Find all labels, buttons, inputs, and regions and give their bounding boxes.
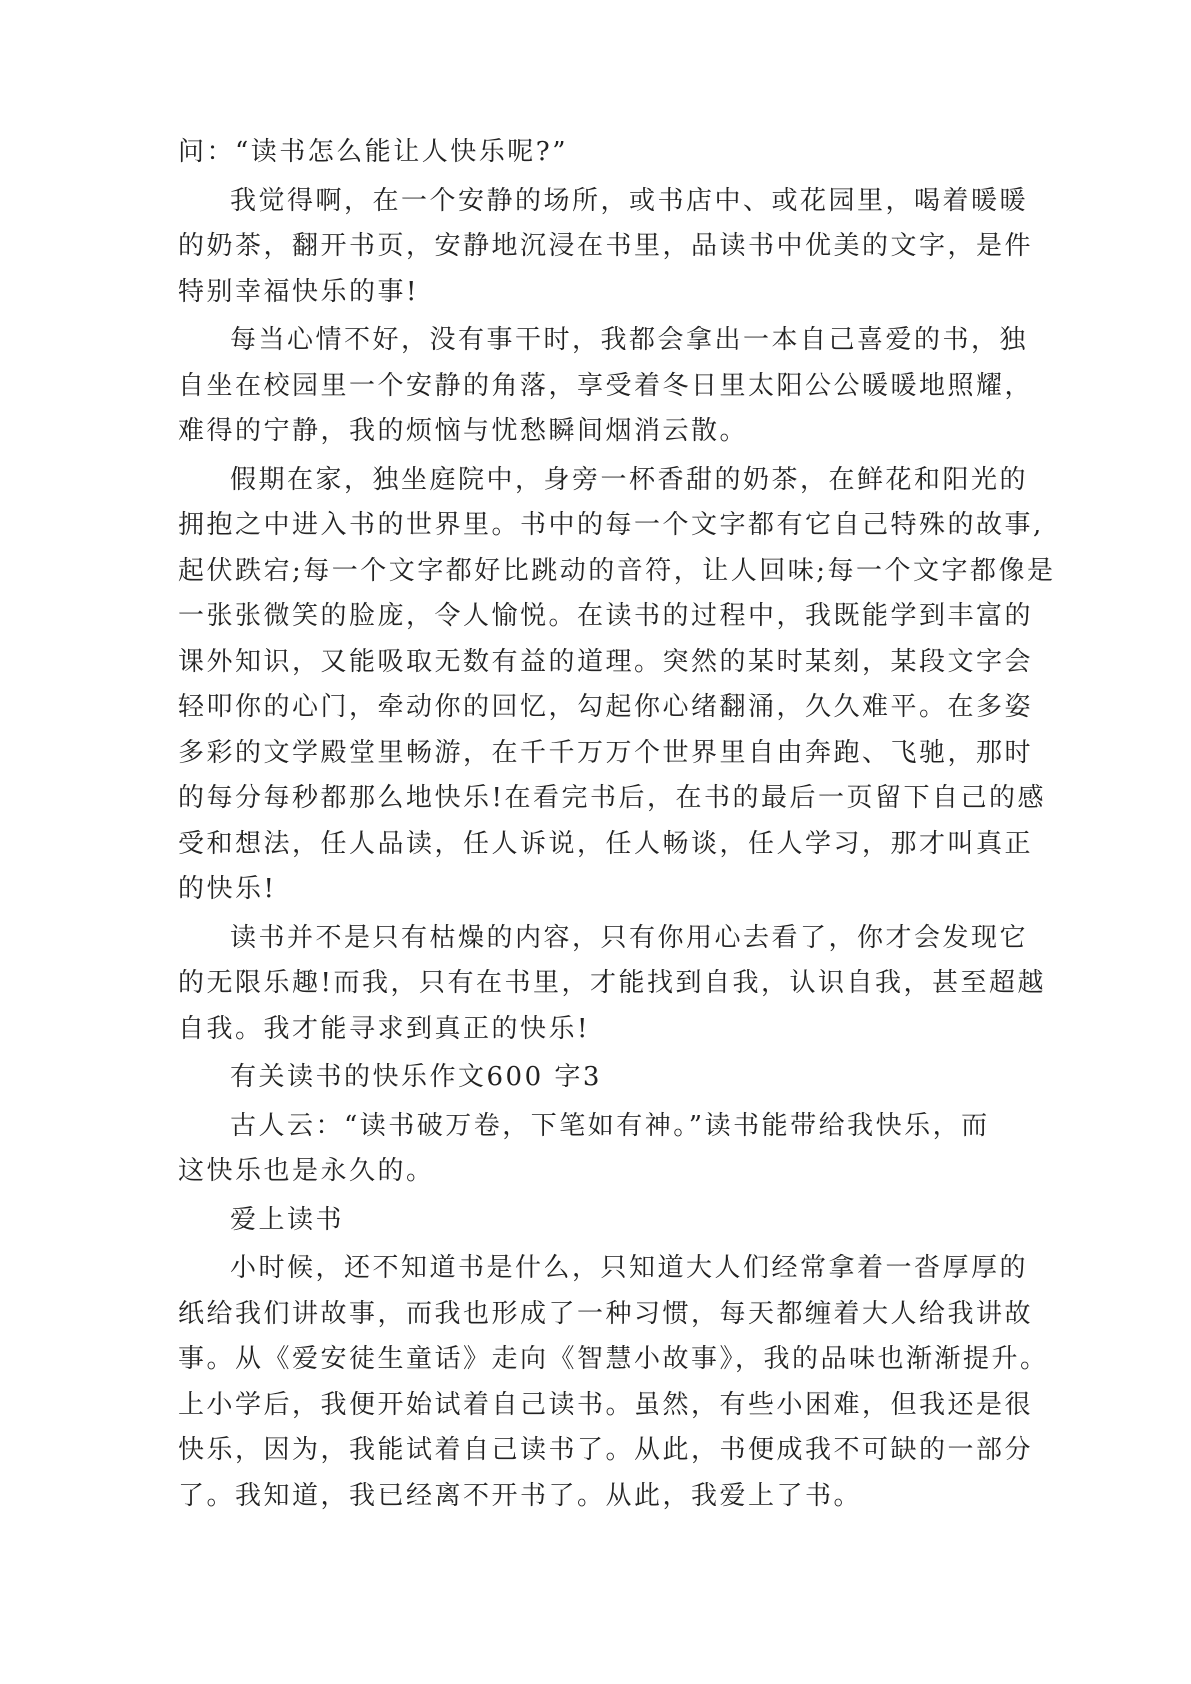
text-line: 的奶茶，翻开书页，安静地沉浸在书里，品读书中优美的文字，是件 (178, 231, 1034, 261)
text-line: 难得的宁静，我的烦恼与忧愁瞬间烟消云散。 (178, 416, 749, 446)
text-line: 轻叩你的心门，牵动你的回忆，勾起你心绪翻涌，久久难平。在多姿 (178, 692, 1034, 722)
section-heading (178, 1055, 1008, 1101)
text-line: 有关读书的快乐作文600 字3 (230, 1062, 602, 1092)
text-line: 假期在家，独坐庭院中，身旁一杯香甜的奶茶，在鲜花和阳光的 (230, 464, 1029, 495)
text-line: 自我。我才能寻求到真正的快乐! (178, 1013, 590, 1044)
text-line: 问：“读书怎么能让人快乐呢?” (178, 137, 569, 167)
paragraph (178, 1104, 1008, 1195)
text-line: 多彩的文学殿堂里畅游，在千千万万个世界里自由奔跑、飞驰，那时 (178, 737, 1034, 768)
document-body (178, 130, 1056, 1519)
text-line: 的快乐! (178, 874, 277, 904)
text-line: 受和想法，任人品读，任人诉说，任人畅谈，任人学习，那才叫真正 (178, 828, 1034, 859)
text-line: 课外知识，又能吸取无数有益的道理。突然的某时某刻，某段文字会 (178, 646, 1034, 677)
paragraph (178, 318, 1034, 455)
text-line: 事。从《爱安徒生童话》走向《智慧小故事》，我的品味也渐渐提升。 (178, 1344, 1049, 1374)
text-line: 爱上读书 (230, 1204, 345, 1235)
text-line: 特别幸福快乐的事! (178, 276, 419, 307)
text-line: 我觉得啊，在一个安静的场所，或书店中、或花园里，喝着暖暖 (230, 185, 1029, 216)
text-line: 起伏跌宕;每一个文字都好比跳动的音符，让人回味;每一个文字都像是 (178, 555, 1056, 586)
paragraph (178, 130, 1008, 176)
paragraph (178, 1246, 1049, 1519)
text-line: 小时候，还不知道书是什么，只知道大人们经常拿着一沓厚厚的 (230, 1253, 1029, 1283)
text-line: 这快乐也是永久的。 (178, 1156, 435, 1186)
text-line: 自坐在校园里一个安静的角落，享受着冬日里太阳公公暖暖地照耀， (178, 370, 1034, 401)
text-line: 拥抱之中进入书的世界里。书中的每一个文字都有它自己特殊的故事, (178, 510, 1044, 540)
text-line: 快乐，因为，我能试着自己读书了。从此，书便成我不可缺的一部分 (178, 1435, 1034, 1465)
sub-heading (178, 1198, 1008, 1244)
text-line: 一张张微笑的脸庞，令人愉悦。在读书的过程中，我既能学到丰富的 (178, 601, 1034, 631)
text-line: 的无限乐趣!而我，只有在书里，才能找到自我，认识自我，甚至超越 (178, 968, 1046, 998)
text-line: 的每分每秒都那么地快乐!在看完书后，在书的最后一页留下自己的感 (178, 783, 1046, 813)
text-line: 了。我知道，我已经离不开书了。从此，我爱上了书。 (178, 1480, 863, 1511)
text-line: 古人云：“读书破万卷，下笔如有神。”读书能带给我快乐，而 (230, 1110, 990, 1141)
text-line: 读书并不是只有枯燥的内容，只有你用心去看了，你才会发现它 (230, 922, 1029, 953)
paragraph (178, 916, 1046, 1053)
text-line: 纸给我们讲故事，而我也形成了一种习惯，每天都缠着大人给我讲故 (178, 1298, 1034, 1329)
paragraph (178, 179, 1034, 316)
text-line: 每当心情不好，没有事干时，我都会拿出一本自己喜爱的书，独 (230, 325, 1029, 355)
text-line: 上小学后，我便开始试着自己读书。虽然，有些小困难，但我还是很 (178, 1389, 1034, 1420)
paragraph (178, 458, 1056, 913)
